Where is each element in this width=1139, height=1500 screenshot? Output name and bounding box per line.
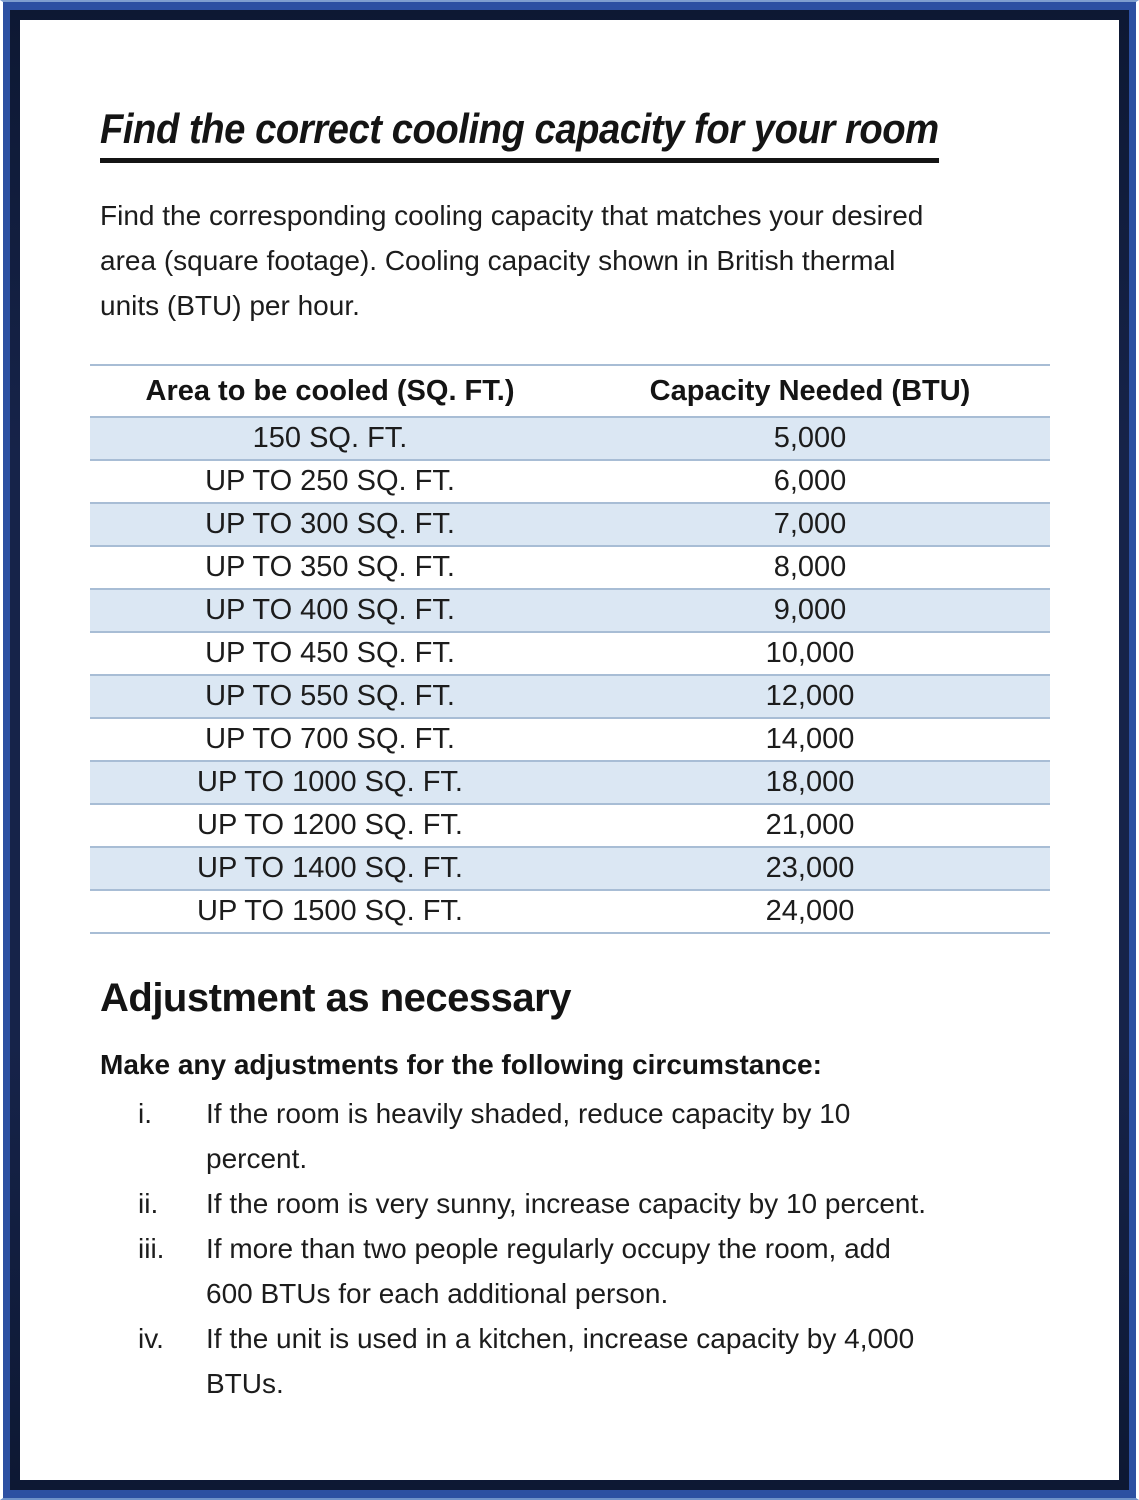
table-row xyxy=(90,675,1050,718)
area-cell: 150 SQ. FT. xyxy=(90,417,570,460)
capacity-cell: 23,000 xyxy=(570,847,1050,890)
table-row xyxy=(90,890,1050,933)
table-row xyxy=(90,718,1050,761)
list-item-line: If the unit is used in a kitchen, increase capacity by 4,000 xyxy=(206,1323,915,1354)
table-row xyxy=(90,761,1050,804)
area-cell: UP TO 1000 SQ. FT. xyxy=(90,761,570,804)
list-item-text xyxy=(206,1316,1016,1406)
intro-line: units (BTU) per hour. xyxy=(100,290,360,321)
list-item-line: If the room is heavily shaded, reduce capacity by 10 xyxy=(206,1098,851,1129)
table-row xyxy=(90,417,1050,460)
capacity-cell: 12,000 xyxy=(570,675,1050,718)
intro-line: area (square footage). Cooling capacity shown in British thermal xyxy=(100,245,896,276)
page-content xyxy=(20,105,1119,1500)
capacity-cell: 24,000 xyxy=(570,890,1050,933)
list-item-line: If the room is very sunny, increase capacity by 10 percent. xyxy=(206,1188,927,1219)
list-item-iv xyxy=(20,1316,1119,1406)
list-item-numeral: i. xyxy=(138,1098,152,1129)
capacity-cell: 21,000 xyxy=(570,804,1050,847)
capacity-cell: 10,000 xyxy=(570,632,1050,675)
area-cell: UP TO 350 SQ. FT. xyxy=(90,546,570,589)
list-item-line: If more than two people regularly occupy the room, add xyxy=(206,1233,891,1264)
list-item-iii xyxy=(20,1226,1119,1316)
adjustment-intro: Make any adjustments for the following circumstance: xyxy=(100,1049,822,1080)
table-row xyxy=(90,847,1050,890)
table-row xyxy=(90,804,1050,847)
area-cell: UP TO 550 SQ. FT. xyxy=(90,675,570,718)
list-item-i xyxy=(20,1091,1119,1181)
table-row xyxy=(90,460,1050,503)
capacity-cell: 5,000 xyxy=(570,417,1050,460)
area-cell: UP TO 450 SQ. FT. xyxy=(90,632,570,675)
capacity-cell: 6,000 xyxy=(570,460,1050,503)
area-cell: UP TO 400 SQ. FT. xyxy=(90,589,570,632)
area-cell: UP TO 300 SQ. FT. xyxy=(90,503,570,546)
table-header-area: Area to be cooled (SQ. FT.) xyxy=(90,365,570,417)
page-title xyxy=(100,105,1119,163)
table-header-capacity: Capacity Needed (BTU) xyxy=(570,365,1050,417)
capacity-cell: 9,000 xyxy=(570,589,1050,632)
paper xyxy=(20,20,1119,1480)
intro-line: Find the corresponding cooling capacity that matches your desired xyxy=(100,200,924,231)
list-item-numeral: ii. xyxy=(138,1188,159,1219)
list-item-line: BTUs. xyxy=(206,1368,284,1399)
table-header-row xyxy=(90,365,1050,417)
list-item-numeral: iii. xyxy=(138,1233,165,1264)
adjustment-heading: Adjustment as necessary xyxy=(100,976,571,1020)
list-item-line: percent. xyxy=(206,1143,308,1174)
area-cell: UP TO 1400 SQ. FT. xyxy=(90,847,570,890)
capacity-cell: 18,000 xyxy=(570,761,1050,804)
list-item-text xyxy=(206,1226,1016,1316)
page-title-text: Find the correct cooling capacity for your room xyxy=(100,105,939,163)
table-row xyxy=(90,589,1050,632)
table-row xyxy=(90,503,1050,546)
table-row xyxy=(90,546,1050,589)
intro-paragraph xyxy=(100,193,1119,328)
area-cell: UP TO 700 SQ. FT. xyxy=(90,718,570,761)
area-cell: UP TO 250 SQ. FT. xyxy=(90,460,570,503)
capacity-cell: 7,000 xyxy=(570,503,1050,546)
cooling-capacity-table xyxy=(90,364,1050,934)
list-item-numeral: iv. xyxy=(138,1323,164,1354)
area-cell: UP TO 1500 SQ. FT. xyxy=(90,890,570,933)
list-item-text xyxy=(206,1181,1016,1226)
adjustment-list xyxy=(20,1091,1119,1406)
area-cell: UP TO 1200 SQ. FT. xyxy=(90,804,570,847)
list-item-ii xyxy=(20,1181,1119,1226)
table-row xyxy=(90,632,1050,675)
capacity-cell: 8,000 xyxy=(570,546,1050,589)
list-item-line: 600 BTUs for each additional person. xyxy=(206,1278,669,1309)
capacity-cell: 14,000 xyxy=(570,718,1050,761)
list-item-text xyxy=(206,1091,1016,1181)
